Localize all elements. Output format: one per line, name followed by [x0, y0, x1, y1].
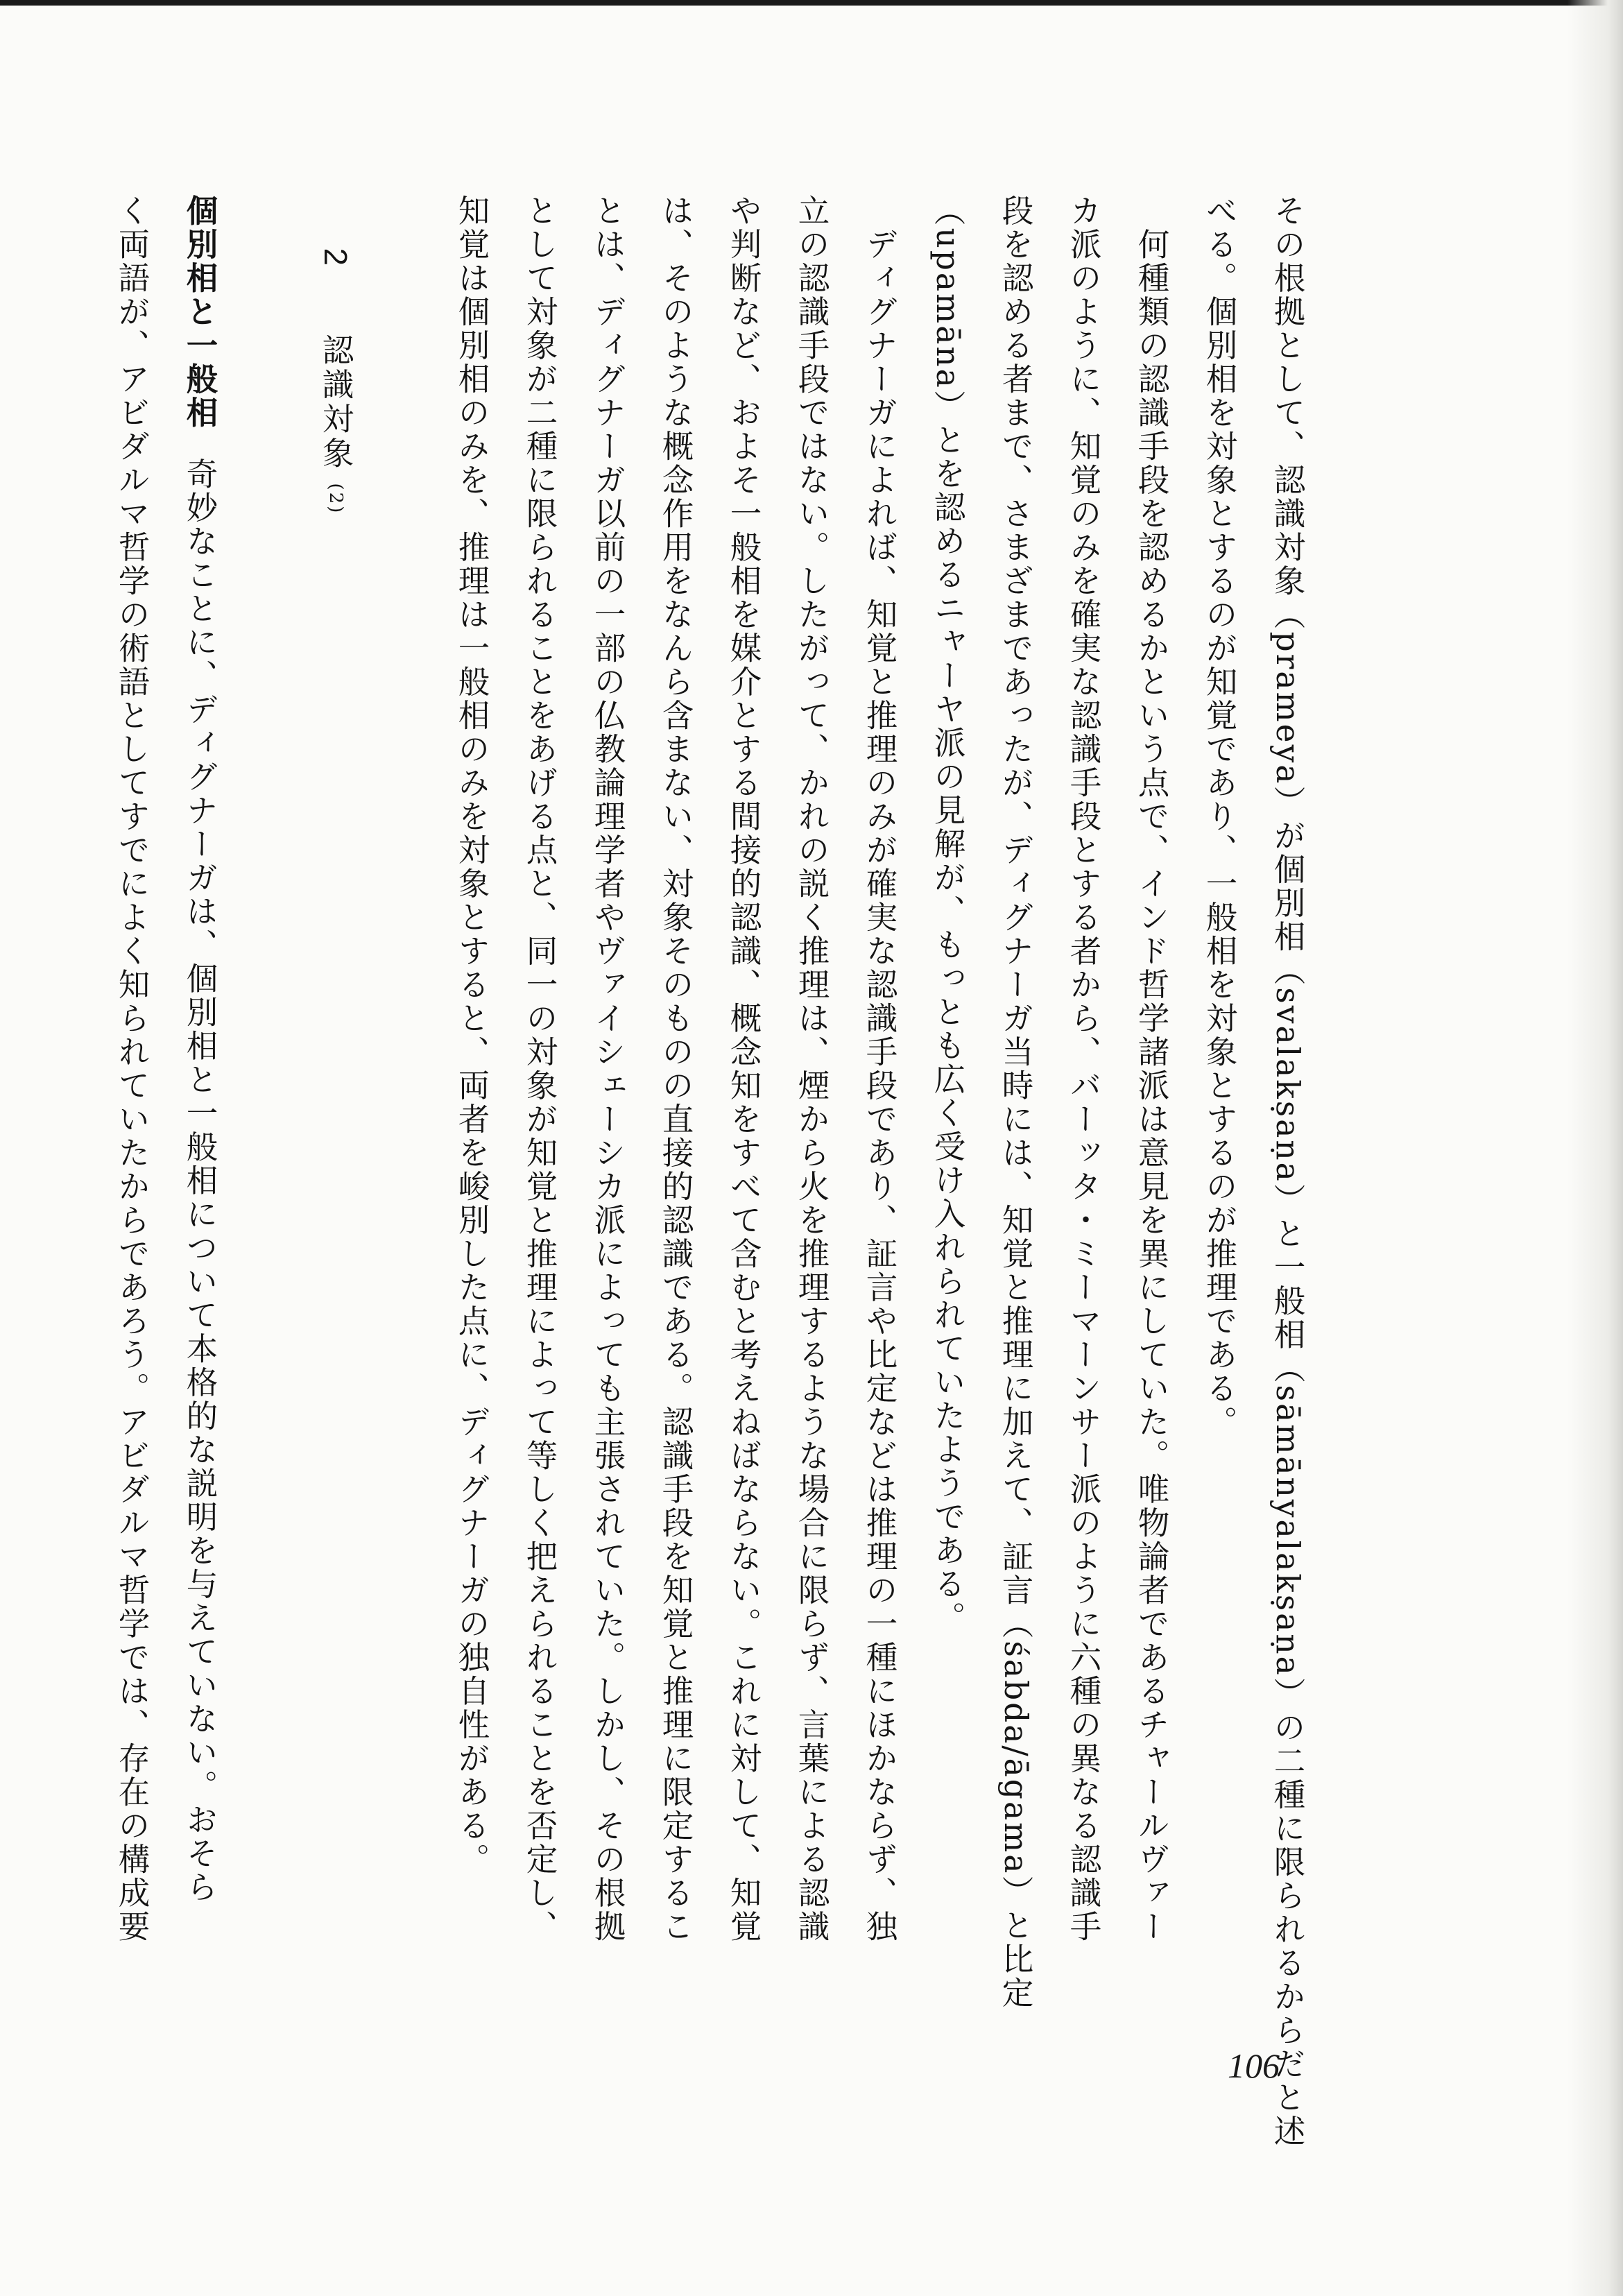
text-column-13: 知覚は個別相のみを、推理は一般相のみを対象とすると、両者を峻別した点に、ディグナーガの独自性がある。	[454, 194, 490, 1876]
scan-edge-shadow	[1568, 0, 1623, 2296]
text-column-7	[845, 194, 913, 2081]
subsection-column-1	[166, 194, 234, 2081]
subsection-text: 奇妙なことに、ディグナーガは、個別相と一般相について本格的な説明を与えていない。おそら	[182, 457, 218, 1904]
subsection-column-2: く両語が、アビダルマ哲学の術語としてすでによく知られていたからであろう。アビダルマ哲学では、存在の構成要	[114, 194, 151, 1944]
text-column-1: その根拠として、認識対象（prameya）が個別相（svalakṣaṇa）と一般相（sāmānyalakṣaṇa）の二種に限られるからだと述	[1269, 194, 1306, 2148]
paragraph-text: ディグナーガによれば、知覚と推理のみが確実な認識手段であり、証言や比定などは推理の一種にほかならず、独	[861, 228, 898, 1944]
text-column-8: 立の認識手段ではない。したがって、かれの説く推理は、煙から火を推理するような場合に限らず、言葉による認識	[793, 194, 830, 1944]
text-column-5: 段を認める者まで、さまざまであったが、ディグナーガ当時には、知覚と推理に加えて、証言（śabda/āgama）と比定	[997, 194, 1034, 2010]
text-column-11: とは、ディグナーガ以前の一部の仏教論理学者やヴァイシェーシカ派によっても主張されていた。しかし、その根拠	[590, 194, 626, 1944]
paragraph-text: 何種類の認識手段を認めるかという点で、インド哲学諸派は意見を異にしていた。唯物論者であるチャールヴァー	[1133, 228, 1170, 1944]
subsection-heading: 個別相と一般相	[182, 194, 218, 430]
section-gap	[370, 194, 438, 2081]
text-column-10: は、そのような概念作用をなんら含まない、対象そのものの直接的認識である。認識手段を知覚と推理に限定するこ	[658, 194, 694, 1944]
section-title: 認識対象	[318, 334, 354, 471]
top-border	[0, 0, 1623, 6]
text-column-2: べる。個別相を対象とするのが知覚であり、一般相を対象とするのが推理である。	[1201, 194, 1238, 1439]
text-column-6: （upamāna）とを認めるニャーヤ派の見解が、もっとも広く受け入れられていたようである。	[929, 194, 966, 1635]
page-number: 106	[1228, 2046, 1280, 2085]
text-column-4: カ派のように、知覚のみを確実な認識手段とする者から、バーッタ・ミーマーンサー派のように六種の異なる認識手	[1065, 194, 1102, 1944]
text-column-9: や判断など、およそ一般相を媒介とする間接的認識、概念知をすべて含むと考えねばならない。これに対して、知覚	[725, 194, 762, 1944]
vertical-text-block	[98, 194, 1321, 2148]
section-number: 2	[318, 248, 354, 268]
text-column-12: として対象が二種に限られることをあげる点と、同一の対象が知覚と推理によって等しく把えられることを否定し、	[522, 194, 558, 1944]
text-column-3	[1117, 194, 1185, 2081]
section-heading	[302, 194, 370, 2081]
section-gap-2	[234, 194, 302, 2081]
section-note-ref: (2)	[325, 483, 346, 515]
